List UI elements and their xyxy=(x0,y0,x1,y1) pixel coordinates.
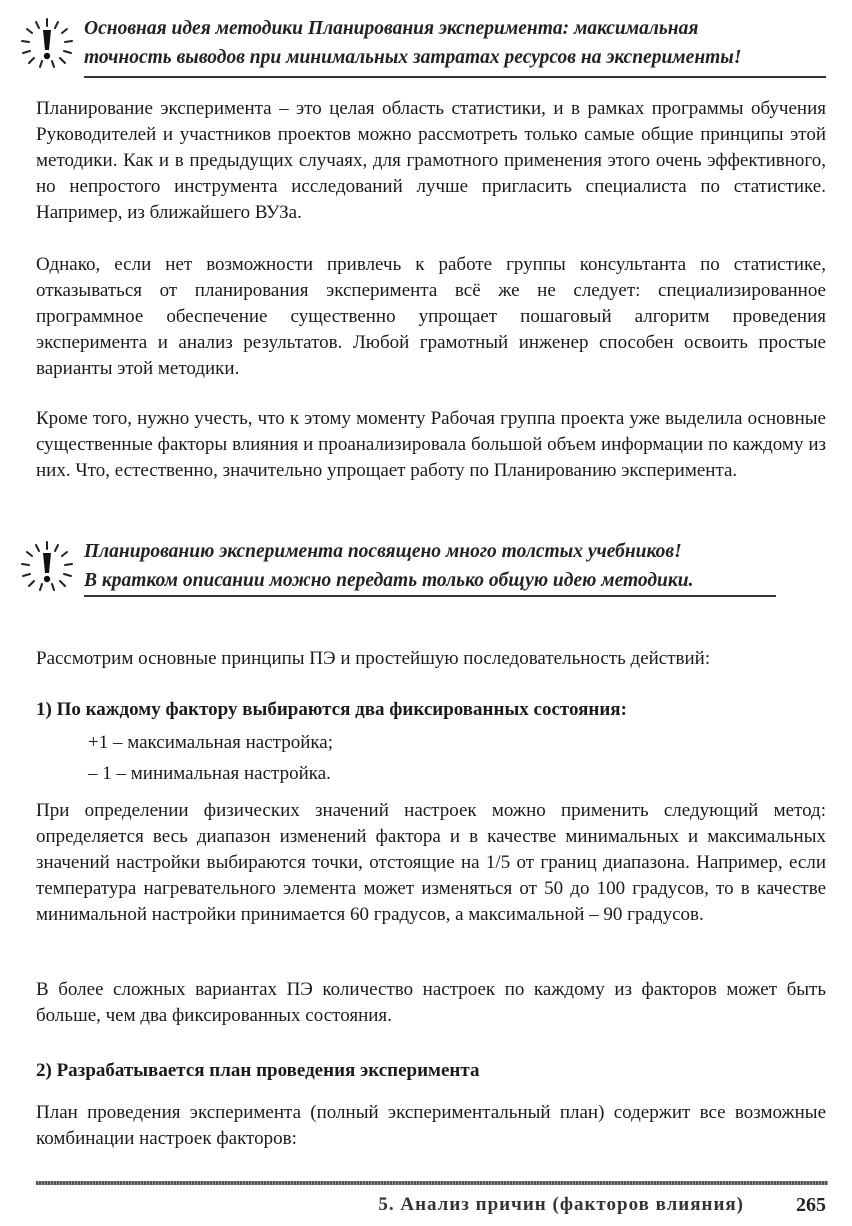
callout-underline xyxy=(84,595,776,597)
callout-underline xyxy=(84,76,826,78)
paragraph: Планирование эксперимента – это целая область статистики, и в рамках программы обучения Руководителей и участников проектов можно рассмотреть только самые общие принципы этой методики. Как и в предыдущих случаях, для грамотного применения этого очень эффективного, но непростого инструмента исследований лучше пригласить специалиста по статистике. Например, из ближайшего ВУЗа. xyxy=(36,98,826,223)
step-2-heading: 2) Разрабатывается план проведения эксперимента xyxy=(36,1060,480,1081)
footer-rule xyxy=(36,1181,828,1185)
footer-chapter-title: 5. Анализ причин (факторов влияния) xyxy=(378,1194,744,1215)
attention-icon xyxy=(18,16,76,70)
callout-line: точность выводов при минимальных затратах ресурсов на эксперименты! xyxy=(84,47,742,68)
paragraph: В более сложных вариантах ПЭ количество настроек по каждому из факторов может быть больше, чем два фиксированных состояния. xyxy=(36,979,826,1026)
callout-text xyxy=(84,537,828,595)
callout-line: В кратком описании можно передать только общую идею методики. xyxy=(84,570,694,591)
list-item: +1 – максимальная настройка; xyxy=(88,732,334,753)
textbooks-callout xyxy=(18,537,828,601)
paragraph: Однако, если нет возможности привлечь к работе группы консультанта по статистике, отказываться от планирования эксперимента всё же не следует: специализированное программное обеспечение существенно упрощает пошаговый алгоритм проведения эксперимента и анализ результатов. Любой грамотный инженер способен освоить простые варианты этой методики. xyxy=(36,254,826,379)
callout-line: Основная идея методики Планирования эксперимента: максимальная xyxy=(84,18,699,39)
paragraph: При определении физических значений настроек можно применить следующий метод: определяется весь диапазон изменений фактора и в качестве минимальных и максимальных значений настройки выбираются точки, отстоящие на 1/5 от границ диапазона. Например, если температура нагревательного элемента может изменяться от 50 до 100 градусов, то в качестве минимальной настройки принимается 60 градусов, а максимальной – 90 градусов. xyxy=(36,800,826,925)
intro-text: Рассмотрим основные принципы ПЭ и простейшую последовательность действий: xyxy=(36,648,711,669)
step-1-heading: 1) По каждому фактору выбираются два фиксированных состояния: xyxy=(36,699,627,720)
paragraph: План проведения эксперимента (полный экспериментальный план) содержит все возможные комбинации настроек факторов: xyxy=(36,1102,826,1149)
list-item: – 1 – минимальная настройка. xyxy=(88,763,331,784)
key-idea-callout xyxy=(18,14,828,74)
paragraph: Кроме того, нужно учесть, что к этому моменту Рабочая группа проекта уже выделила основные существенные факторы влияния и проанализировала большой объем информации по каждому из них. Что, естественно, значительно упрощает работу по Планированию эксперимента. xyxy=(36,408,826,481)
callout-text xyxy=(84,14,828,72)
callout-line: Планированию эксперимента посвящено много толстых учебников! xyxy=(84,541,682,562)
page-number: 265 xyxy=(796,1194,826,1216)
attention-icon xyxy=(18,539,76,593)
